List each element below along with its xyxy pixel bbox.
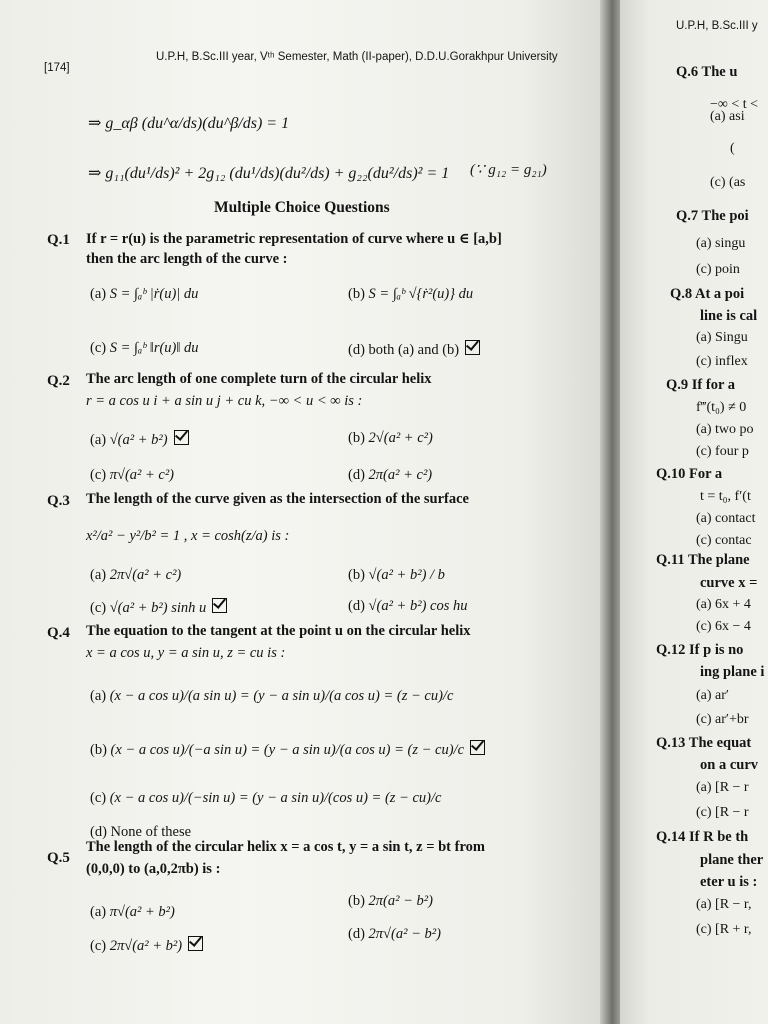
option-c: (c) 2π√(a² + b²) bbox=[90, 936, 203, 955]
right-option-line: (a) two po bbox=[696, 422, 754, 437]
right-question-line: Q.8 At a poi bbox=[670, 286, 745, 302]
right-option-line: (a) Singu bbox=[696, 330, 748, 345]
option-d: (d) √(a² + b²) cos hu bbox=[348, 598, 468, 614]
right-option-line: (c) (as bbox=[710, 175, 746, 190]
question-text: If r = r(u) is the parametric representation of curve where u ∈ [a,b] bbox=[86, 231, 502, 247]
question-number: Q.3 bbox=[47, 493, 70, 509]
option-d: (d) 2π(a² + c²) bbox=[348, 467, 433, 483]
right-running-header: U.P.H, B.Sc.III y bbox=[676, 20, 758, 32]
right-question-line: Q.12 If p is no bbox=[656, 642, 744, 658]
right-question-line: Q.7 The poi bbox=[676, 208, 749, 224]
page-gutter bbox=[600, 0, 622, 1024]
question-text: The arc length of one complete turn of the circular helix bbox=[86, 371, 432, 387]
right-option-line: f‴(t₀) ≠ 0 bbox=[696, 400, 747, 415]
option-b: (b) 2√(a² + c²) bbox=[348, 430, 433, 446]
page-number: [174] bbox=[44, 62, 70, 74]
equation-1: ⇒ g_αβ (du^α/ds)(du^β/ds) = 1 bbox=[88, 115, 290, 132]
right-option-line: t = t₀, f′(t bbox=[700, 489, 751, 504]
question-number: Q.2 bbox=[47, 373, 70, 389]
question-number: Q.4 bbox=[47, 625, 70, 641]
option-b: (b) √(a² + b²) / b bbox=[348, 567, 445, 583]
right-option-line: (c) [R + r, bbox=[696, 922, 752, 937]
section-title: Multiple Choice Questions bbox=[214, 199, 390, 216]
right-option-line: (c) inflex bbox=[696, 354, 748, 369]
right-option-line: (a) [R − r bbox=[696, 780, 749, 795]
option-d: (d) both (a) and (b) bbox=[348, 340, 480, 359]
answer-checkmark-icon bbox=[174, 430, 189, 445]
right-option-line: (a) 6x + 4 bbox=[696, 597, 751, 612]
right-question-line: Q.14 If R be th bbox=[656, 829, 749, 845]
right-question-line: eter u is : bbox=[700, 874, 758, 890]
right-option-line: −∞ < t < bbox=[710, 97, 759, 112]
question-text: The length of the curve given as the intersection of the surface bbox=[86, 491, 469, 507]
question-text: then the arc length of the curve : bbox=[86, 251, 288, 267]
right-option-line: (a) [R − r, bbox=[696, 897, 752, 912]
right-option-line: (c) 6x − 4 bbox=[696, 619, 751, 634]
question-text: x = a cos u, y = a sin u, z = cu is : bbox=[86, 645, 286, 661]
option-d: (d) 2π√(a² − b²) bbox=[348, 926, 441, 942]
option-a: (a) 2π√(a² + c²) bbox=[90, 567, 182, 583]
equation-2: ⇒ g₁₁(du¹/ds)² + 2g₁₂ (du¹/ds)(du²/ds) + g₂₂(du²/ds)² = 1 bbox=[88, 165, 450, 182]
right-option-line: (c) poin bbox=[696, 262, 740, 277]
right-page bbox=[620, 0, 768, 1024]
running-header: U.P.H, B.Sc.III year, Vᵗʰ Semester, Math (II-paper), D.D.U.Gorakhpur University bbox=[156, 51, 558, 63]
option-a: (a) π√(a² + b²) bbox=[90, 904, 175, 920]
option-c: (c) √(a² + b²) sinh u bbox=[90, 598, 227, 617]
option-b: (b) 2π(a² − b²) bbox=[348, 893, 433, 909]
right-question-line: Q.9 If for a bbox=[666, 377, 736, 393]
right-option-line: ( bbox=[730, 141, 735, 156]
option-c: (c) π√(a² + c²) bbox=[90, 467, 175, 483]
right-question-line: curve x = bbox=[700, 575, 758, 591]
option-c: (c) (x − a cos u)/(−sin u) = (y − a sin u)/(cos u) = (z − cu)/c bbox=[90, 790, 442, 806]
equation-2-note: (∵ g₁₂ = g₂₁) bbox=[470, 162, 547, 178]
right-option-line: (c) contac bbox=[696, 533, 752, 548]
option-d: (d) None of these bbox=[90, 824, 192, 840]
right-option-line: (c) ar′+br bbox=[696, 712, 749, 727]
question-text: r = a cos u i + a sin u j + cu k, −∞ < u < ∞ is : bbox=[86, 393, 363, 409]
right-option-line: (a) contact bbox=[696, 511, 756, 526]
option-a: (a) (x − a cos u)/(a sin u) = (y − a sin u)/(a cos u) = (z − cu)/c bbox=[90, 688, 454, 704]
answer-checkmark-icon bbox=[188, 936, 203, 951]
option-c: (c) S = ∫ₐᵇ ‖r(u)‖ du bbox=[90, 340, 199, 356]
question-text: x²/a² − y²/b² = 1 , x = cosh(z/a) is : bbox=[86, 528, 290, 544]
question-text: The length of the circular helix x = a cos t, y = a sin t, z = bt from bbox=[86, 839, 485, 855]
right-option-line: (c) four p bbox=[696, 444, 749, 459]
answer-checkmark-icon bbox=[212, 598, 227, 613]
question-number: Q.1 bbox=[47, 232, 70, 248]
right-question-line: Q.6 The u bbox=[676, 64, 738, 80]
right-question-line: line is cal bbox=[700, 308, 758, 324]
right-option-line: (c) [R − r bbox=[696, 805, 749, 820]
right-question-line: ing plane i bbox=[700, 664, 765, 680]
question-text: (0,0,0) to (a,0,2πb) is : bbox=[86, 861, 221, 877]
right-option-line: (a) ar′ bbox=[696, 688, 729, 703]
option-b: (b) (x − a cos u)/(−a sin u) = (y − a sin u)/(a cos u) = (z − cu)/c bbox=[90, 740, 485, 759]
option-a: (a) S = ∫ₐᵇ |ṙ(u)| du bbox=[90, 286, 199, 302]
right-question-line: plane ther bbox=[700, 852, 764, 868]
answer-checkmark-icon bbox=[470, 740, 485, 755]
right-question-line: Q.10 For a bbox=[656, 466, 723, 482]
right-question-line: on a curv bbox=[700, 757, 758, 773]
question-number: Q.5 bbox=[47, 850, 70, 866]
right-question-line: Q.13 The equat bbox=[656, 735, 752, 751]
right-question-line: Q.11 The plane bbox=[656, 552, 750, 568]
right-option-line: (a) asi bbox=[710, 109, 745, 124]
answer-checkmark-icon bbox=[465, 340, 480, 355]
option-a: (a) √(a² + b²) bbox=[90, 430, 189, 449]
question-text: The equation to the tangent at the point u on the circular helix bbox=[86, 623, 471, 639]
option-b: (b) S = ∫ₐᵇ √{ṙ²(u)} du bbox=[348, 286, 474, 302]
right-option-line: (a) singu bbox=[696, 236, 746, 251]
